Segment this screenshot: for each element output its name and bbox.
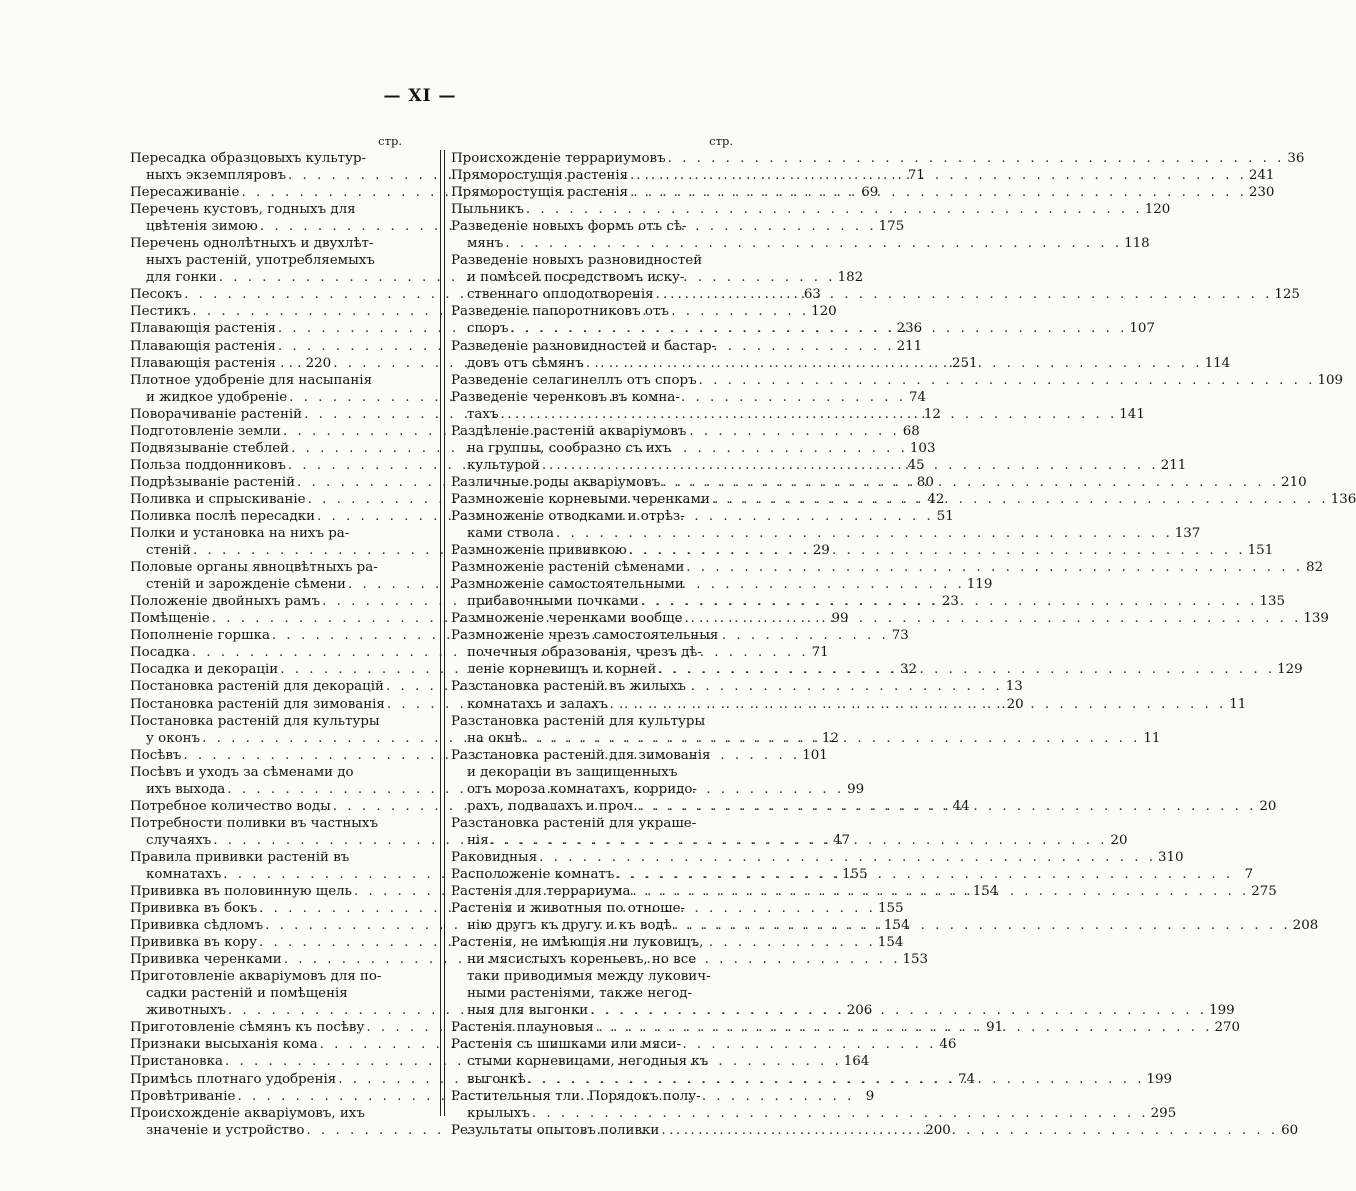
page-ref: 135 <box>1259 594 1286 610</box>
entry-text: Приготовленіе сѣмянъ къ посѣву <box>130 1020 365 1036</box>
entry-text: Разведеніе папоротниковъ отъ <box>451 304 669 320</box>
dot-leader <box>509 320 1130 337</box>
entry-text: Постановка растеній для зимованія <box>130 696 385 712</box>
entry-line <box>451 389 733 406</box>
entry-text: прибавочными почками <box>467 594 639 610</box>
entry-text: крылыхъ <box>467 1105 530 1121</box>
entry-text: ныя для выгонки <box>467 1003 589 1019</box>
entry-text: Прививка въ бокъ <box>130 901 258 917</box>
entry-text: Растительныя тли. Порядокъ полу- <box>451 1088 701 1104</box>
entry-text: Растенія, не имѣющія ни луковицъ, <box>451 935 704 951</box>
entry-text: ками ствола <box>467 526 554 542</box>
entry-text: комнатахъ и залахъ <box>467 696 608 712</box>
page-ref: 71 <box>907 168 925 184</box>
entry-text: значеніе и устройство <box>146 1122 305 1138</box>
entry-text: Поливка послѣ пересадки <box>130 508 316 524</box>
entry-text: Подвязываніе стеблей <box>130 440 290 456</box>
page-ref: 120 <box>1144 202 1171 218</box>
entry-line <box>451 968 733 985</box>
entry-text: Размноженіе черенками вообще <box>451 611 683 627</box>
entry-line <box>130 559 402 576</box>
page-ref: 141 <box>1119 406 1145 422</box>
page-ref: 125 <box>1274 287 1300 303</box>
entry-text: ственнаго оплодотворенія <box>467 287 654 303</box>
page-ref: 11 <box>1143 730 1161 746</box>
entry-text: нія <box>467 832 489 848</box>
entry-text: ными растеніями, также негод- <box>467 986 693 1002</box>
page-ref: 151 <box>1247 543 1274 559</box>
index-entry <box>451 372 1344 389</box>
entry-text: Посѣвъ и уходъ за сѣменами до <box>130 764 354 780</box>
entry-text: цвѣтенія зимою <box>146 219 258 235</box>
entry-text: Перечень кустовъ, годныхъ для <box>130 202 356 218</box>
entry-text: Размноженіе чрезъ самостоятельныя <box>451 628 719 644</box>
page-ref: 154 <box>972 884 999 900</box>
page-ref: 129 <box>1277 662 1303 678</box>
entry-text: Разведеніе селагинеллъ отъ споръ <box>451 372 697 388</box>
dot-leader <box>608 696 1229 713</box>
entry-text: на группы, сообразно съ ихъ <box>467 440 671 456</box>
entry-text: на окнѣ <box>467 730 522 746</box>
dot-leader <box>524 201 1145 218</box>
entry-line <box>451 235 1150 252</box>
page-ref: 200 <box>925 1122 951 1138</box>
entry-text: Посѣвъ <box>130 747 182 763</box>
entry-text: ныхъ экземпляровъ <box>146 168 286 184</box>
entry-text: случаяхъ <box>146 832 212 848</box>
entry-text: ни мясистыхъ кореньевъ, но все <box>467 952 697 968</box>
dot-leader <box>627 542 1248 559</box>
entry-line <box>451 150 1305 167</box>
entry-text: Прививка въ кору <box>130 935 257 951</box>
page-ref: 175 <box>878 219 905 235</box>
dot-leader <box>654 286 1275 303</box>
page-ref: 310 <box>1157 849 1184 865</box>
page-ref: 12 <box>923 406 941 422</box>
entry-line <box>451 525 1201 542</box>
dot-leader <box>526 1071 1147 1088</box>
page-ref: 42 <box>927 491 945 507</box>
entry-text: Поворачиваніе растеній <box>130 406 303 422</box>
page-ref: 251 <box>952 355 978 371</box>
entry-text: Пестикъ <box>130 304 191 320</box>
entry-text: Разведеніе разновидностей и бастар- <box>451 338 717 354</box>
entry-line <box>451 764 733 781</box>
page-ref: 164 <box>843 1054 870 1070</box>
entry-text: культурой <box>467 457 540 473</box>
dot-leader <box>656 661 1277 678</box>
entry-text: отъ мороза комнатахъ, корридо- <box>467 781 697 797</box>
dot-leader <box>672 917 1293 934</box>
page-column-heading: стр. <box>709 134 733 148</box>
page-ref: 60 <box>1281 1122 1299 1138</box>
entry-line <box>130 849 402 866</box>
entry-line <box>130 150 402 167</box>
entry-line <box>451 303 733 320</box>
entry-text: Разстановка растеній въ жилыхъ <box>451 679 686 695</box>
entry-text: Правила прививки растеній въ <box>130 849 350 865</box>
entry-text: Раздѣленіе растеній акваріумовъ <box>451 423 687 439</box>
entry-line <box>130 1105 402 1122</box>
page-ref: 208 <box>1292 918 1319 934</box>
entry-text: для гонки <box>146 270 217 286</box>
page-ref: 13 <box>1005 679 1023 695</box>
dot-leader <box>530 1105 1151 1122</box>
entry-text: Растенія плауновыя <box>451 1020 594 1036</box>
entry-text: Разстановка растеній для украше- <box>451 815 697 831</box>
dot-leader <box>588 1002 1209 1019</box>
entry-line <box>451 627 733 644</box>
entry-text: Растенія для террариума <box>451 884 631 900</box>
entry-text: Прививка въ половинную щель <box>130 884 352 900</box>
entry-text: Пряморостущія растенія <box>451 185 629 201</box>
entry-line <box>451 951 733 968</box>
page-ref: 120 <box>811 304 837 320</box>
page-ref: 236 <box>896 321 923 337</box>
entry-line <box>451 815 733 832</box>
page-ref: 44 <box>952 798 970 814</box>
entry-text: рахъ, подвалахъ и проч. <box>467 798 638 814</box>
page-ref: 32 <box>900 662 918 678</box>
page-ref: 20 <box>1110 832 1128 848</box>
entry-text: Растенія и животныя по отноше- <box>451 901 686 917</box>
entry-line <box>451 559 1324 576</box>
page-ref: 153 <box>902 952 929 968</box>
entry-text: Размноженіе самостоятельными <box>451 577 684 593</box>
page-ref: 11 <box>1229 696 1247 712</box>
entry-text: Разстановка растеній для зимованія <box>451 747 711 763</box>
entry-text: Раковидныя <box>451 849 538 865</box>
entry-line <box>451 1105 1177 1122</box>
dot-leader <box>628 167 1249 184</box>
entry-text: Положеніе двойныхъ рамъ <box>130 594 321 610</box>
entry-line <box>130 201 402 218</box>
entry-text: Провѣтриваніе <box>130 1088 236 1104</box>
entry-text: Примѣсь плотнаго удобренія <box>130 1071 337 1087</box>
entry-line <box>451 934 733 951</box>
entry-line <box>130 764 402 781</box>
page-ref: 199 <box>1209 1003 1235 1019</box>
entry-line <box>451 1053 733 1070</box>
entry-line <box>451 900 733 917</box>
dot-leader <box>697 372 1318 389</box>
dot-leader <box>522 730 1143 747</box>
page-ref: 275 <box>1251 884 1277 900</box>
entry-line <box>130 968 402 985</box>
entry-text: Прививка черенками <box>130 952 282 968</box>
entry-text: животныхъ <box>146 1003 226 1019</box>
page-ref: 137 <box>1174 526 1201 542</box>
page-ref: 82 <box>1306 560 1324 576</box>
entry-text: нію другъ къ другу и къ водѣ <box>467 918 672 934</box>
page-ref: 99 <box>831 611 849 627</box>
entry-text: Песокъ <box>130 287 183 303</box>
page-ref: 68 <box>902 423 920 439</box>
entry-text: комнатахъ <box>146 866 222 882</box>
entry-line <box>130 235 402 252</box>
entry-text: леніе корневищъ и корней <box>467 662 657 678</box>
page-ref: 63 <box>803 287 821 303</box>
entry-text: Плавающія растенія . . . 220 <box>130 355 332 371</box>
entry-text: Разведеніе новыхъ формъ отъ сѣ- <box>451 219 687 235</box>
entry-text: Растенія съ шишками или мяси- <box>451 1037 682 1053</box>
page-ref: 109 <box>1317 372 1344 388</box>
page-ref: 155 <box>842 866 868 882</box>
entry-text: и помѣсей посредствомъ иску- <box>467 270 685 286</box>
page-ref: 46 <box>939 1037 957 1053</box>
entry-text: Прививка сѣдломъ <box>130 918 264 934</box>
entry-text: Расположеніе комнатъ <box>451 866 615 882</box>
entry-text: выгонкѣ <box>467 1071 526 1087</box>
dot-leader <box>710 491 1331 508</box>
dot-leader <box>498 406 1119 423</box>
page-ref: 241 <box>1248 168 1275 184</box>
entry-line <box>130 713 402 730</box>
entry-line <box>451 644 733 661</box>
page-ref: 29 <box>812 543 830 559</box>
entry-text: Происхожденіе акваріумовъ, ихъ <box>130 1105 365 1121</box>
entry-text: Размноженіе растеній сѣменами <box>451 560 685 576</box>
entry-text: таки приводимыя между лукович- <box>467 969 711 985</box>
dot-leader <box>683 610 1304 627</box>
page-ref: 23 <box>941 594 959 610</box>
dot-leader <box>638 798 1259 815</box>
page-column-heading: стр. <box>378 134 402 148</box>
index-entry <box>451 201 1171 218</box>
page-ref: 154 <box>883 918 910 934</box>
entry-text: стыми корневицами, негодныя къ <box>467 1054 709 1070</box>
entry-text: садки растеній и помѣщенія <box>146 986 348 1002</box>
entry-line <box>451 781 733 798</box>
entry-line <box>451 1088 733 1105</box>
entry-text: мянъ <box>467 236 504 252</box>
page-ref: 71 <box>811 645 829 661</box>
page-ref: 230 <box>1248 185 1275 201</box>
entry-text: Разведеніе новыхъ разновидностей <box>451 253 703 269</box>
page-ref: 139 <box>1303 611 1329 627</box>
page-ref: 99 <box>847 781 865 797</box>
entry-text: Приготовленіе акваріумовъ для по- <box>130 969 382 985</box>
entry-text: и жидкое удобреніе <box>146 389 288 405</box>
entry-line <box>451 269 733 286</box>
entry-text: Потребности поливки въ частныхъ <box>130 815 379 831</box>
page-ref: 136 <box>1330 491 1356 507</box>
page-ref: 182 <box>837 270 864 286</box>
dot-leader <box>503 235 1124 252</box>
page-ref: 20 <box>1259 798 1277 814</box>
entry-text: Подрѣзываніе растеній <box>130 474 296 490</box>
entry-line <box>451 849 1184 866</box>
entry-text: Размноженіе корневыми черенками <box>451 491 710 507</box>
entry-text: ныхъ растеній, употребляемыхъ <box>146 253 375 269</box>
index-entry <box>451 559 1324 576</box>
entry-text: Польза поддонниковъ <box>130 457 286 473</box>
entry-text: споръ <box>467 321 509 337</box>
entry-line <box>451 252 733 269</box>
page-ref: 114 <box>1204 355 1231 371</box>
page-ref: 210 <box>1281 474 1307 490</box>
page-ref: 45 <box>907 457 925 473</box>
entry-text: Подготовленіе земли <box>130 423 281 439</box>
entry-text: Посадка <box>130 645 190 661</box>
page-ref: 155 <box>877 901 904 917</box>
entry-text: Признаки высыханія кома <box>130 1037 318 1053</box>
entry-text: Поливка и спрыскиваніе <box>130 491 306 507</box>
entry-line <box>451 576 733 593</box>
entry-text: Потребное количество воды <box>130 798 331 814</box>
dot-leader <box>639 593 1260 610</box>
entry-text: Разведеніе черенковъ въ комна- <box>451 389 680 405</box>
entry-text: Разстановка растеній для культуры <box>451 713 706 729</box>
entry-line <box>130 252 402 269</box>
page-ref: 211 <box>1160 457 1187 473</box>
entry-text: Пряморостущія растенія <box>451 168 629 184</box>
entry-text: Результаты опытовъ поливки <box>451 1122 660 1138</box>
entry-line <box>451 713 733 730</box>
page-ref: 270 <box>1214 1020 1241 1036</box>
page-ref: 107 <box>1129 321 1155 337</box>
entry-text: Пересадка образцовыхъ культур- <box>130 151 367 166</box>
entry-line <box>451 440 733 457</box>
entry-line <box>451 1036 733 1053</box>
dot-leader <box>594 1019 1215 1036</box>
entry-text: Постановка растеній для культуры <box>130 713 380 729</box>
entry-line <box>451 423 733 440</box>
page-ref: 74 <box>958 1071 976 1087</box>
entry-text: Различные роды акваріумовъ <box>451 474 661 490</box>
entry-line <box>451 985 733 1002</box>
dot-leader <box>628 184 1249 201</box>
entry-text: Половые органы явноцвѣтныхъ ра- <box>130 560 378 576</box>
page-ref: 73 <box>891 628 909 644</box>
page-ref: 199 <box>1146 1071 1173 1087</box>
entry-text: Плотное удобреніе для насыпанія <box>130 372 373 388</box>
entry-text: стеній и зарожденіе сѣмени <box>146 577 346 593</box>
entry-text: Постановка растеній для декорацій <box>130 679 384 695</box>
page-ref: 12 <box>821 730 839 746</box>
entry-line <box>451 678 733 695</box>
entry-text: Плавающія растенія <box>130 338 276 354</box>
entry-text: довъ отъ сѣмянъ <box>467 355 584 371</box>
dot-leader <box>659 1122 1280 1139</box>
entry-text: Пересаживаніе <box>130 185 240 201</box>
page-ref: 119 <box>966 577 993 593</box>
dot-leader <box>666 150 1287 167</box>
entry-text: Помѣщеніе <box>130 611 210 627</box>
index-entry <box>451 150 1305 167</box>
entry-text: тахъ <box>467 406 499 422</box>
dot-leader <box>684 559 1305 576</box>
entry-line <box>130 985 402 1002</box>
index-entry <box>451 1088 1177 1122</box>
entry-line <box>130 372 402 389</box>
page-ref: 20 <box>1006 696 1024 712</box>
dot-leader <box>489 832 1110 849</box>
entry-text: у оконъ <box>146 730 201 746</box>
entry-text: Перечень однолѣтныхъ и двухлѣт- <box>130 236 374 252</box>
page-number: — XI — <box>383 86 457 106</box>
dot-leader <box>630 883 1251 900</box>
entry-text: Пополненіе горшка <box>130 628 270 644</box>
entry-line <box>451 201 1171 218</box>
page-ref: 118 <box>1124 236 1150 252</box>
page-ref: 47 <box>833 832 851 848</box>
page-ref: 36 <box>1287 151 1305 166</box>
page-ref: 74 <box>908 389 926 405</box>
page-ref: 9 <box>865 1088 875 1104</box>
page-ref: 91 <box>986 1020 1004 1036</box>
entry-line <box>451 747 733 764</box>
entry-text: Плавающія растенія <box>130 321 276 337</box>
page-ref: 80 <box>916 474 934 490</box>
entry-line <box>451 372 1344 389</box>
page-ref: 154 <box>877 935 904 951</box>
entry-line <box>130 525 402 542</box>
entry-line <box>451 338 733 355</box>
page-ref: 101 <box>802 747 828 763</box>
page-ref: 211 <box>896 338 923 354</box>
dot-leader <box>537 849 1158 866</box>
entry-text: Размноженіе прививкою <box>451 543 627 559</box>
entry-text: ихъ выхода <box>146 781 226 797</box>
entry-text: Происхожденіе террариумовъ <box>451 151 666 166</box>
dot-leader <box>540 457 1161 474</box>
dot-leader <box>554 525 1175 542</box>
entry-text: и декораціи въ защищенныхъ <box>467 764 678 780</box>
entry-text: Пристановка <box>130 1054 223 1070</box>
entry-line <box>451 508 733 525</box>
entry-text: Размноженіе отводками и отрѣз- <box>451 508 685 524</box>
entry-text: Посадка и декораціи <box>130 662 279 678</box>
dot-leader <box>660 474 1281 491</box>
page-ref: 51 <box>936 508 954 524</box>
page-ref: 103 <box>909 440 936 456</box>
entry-text: стеній <box>146 543 191 559</box>
index-entry <box>451 849 1184 866</box>
dot-leader <box>614 866 1235 883</box>
page-ref: 295 <box>1150 1105 1177 1121</box>
entry-line <box>451 218 733 235</box>
entry-text: почечныя образованія, чрезъ дѣ- <box>467 645 702 661</box>
entry-line <box>130 815 402 832</box>
entry-text: Полки и установка на нихъ ра- <box>130 526 350 542</box>
dot-leader <box>584 355 1205 372</box>
entry-text: Пыльникъ <box>451 202 524 218</box>
page-ref: 7 <box>1244 866 1254 882</box>
page-ref: 69 <box>861 185 879 201</box>
page-ref: 206 <box>846 1003 873 1019</box>
